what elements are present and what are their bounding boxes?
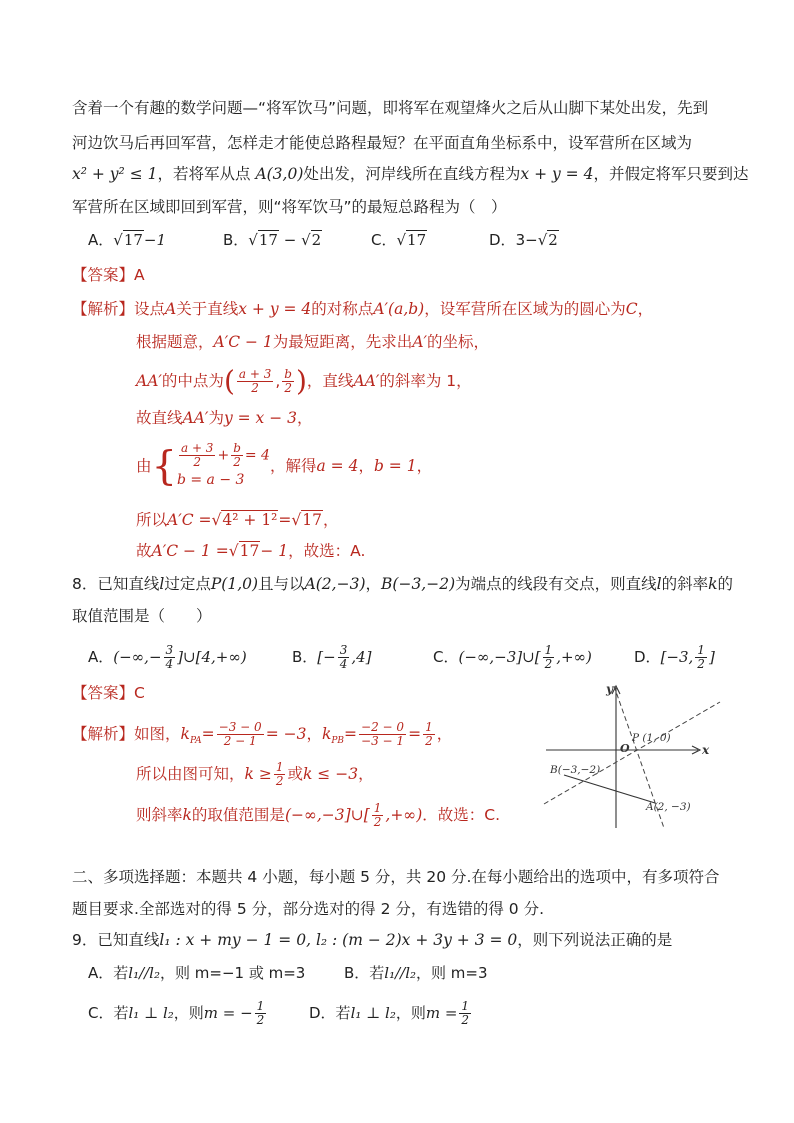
text: ， [306, 725, 322, 743]
text: ， [323, 511, 339, 529]
text: ， [358, 457, 374, 475]
segment-ab-line [564, 775, 655, 803]
fraction [231, 442, 243, 469]
radicand: 17 [302, 511, 323, 529]
text: A．若 [88, 964, 129, 982]
text: ，直线 [306, 372, 354, 390]
denominator: 2 [193, 455, 202, 469]
math: = [278, 511, 292, 529]
text: ， [637, 300, 654, 318]
text: ， [436, 725, 453, 743]
p8-analysis-line2 [136, 757, 374, 791]
math: k [321, 725, 332, 743]
math: A′C − 1 [213, 333, 273, 351]
math: (−∞,−3]∪[ [284, 806, 370, 824]
math: k [708, 575, 718, 593]
numerator: 1 [256, 999, 265, 1013]
text: ，则下列说法正确的是 [517, 931, 673, 949]
text: 且与以 [258, 575, 305, 593]
p8-answer [72, 682, 145, 704]
text: 所以由图可知， [136, 765, 245, 783]
math: k ≤ −3 [302, 765, 359, 783]
text: ， [416, 457, 433, 475]
sqrt: √2 [301, 231, 322, 249]
fraction [423, 721, 435, 748]
fraction [695, 644, 707, 671]
denominator: 2 [275, 774, 284, 788]
answer-value: A [134, 266, 145, 284]
problem8-line2: 取值范围是（ ） [72, 607, 212, 625]
answer-value: C [134, 684, 145, 702]
eq-rhs: = 4 [244, 447, 270, 464]
text: 为 [208, 409, 224, 427]
text: ，则 m=3 [416, 964, 488, 982]
math: C [625, 300, 638, 318]
denominator: 2 [284, 381, 292, 395]
numerator: a + 3 [180, 441, 214, 455]
denominator: 2 [233, 455, 241, 469]
math: l [159, 575, 165, 593]
math: ,+∞) [385, 806, 423, 824]
math: (−∞,− [113, 648, 162, 666]
p8-option-c [433, 640, 592, 674]
math: y = x − 3 [223, 409, 297, 427]
radicand: 17 [258, 231, 278, 249]
numerator: a + 3 [238, 367, 272, 381]
subscript: PB [331, 736, 345, 747]
sqrt: √17 [396, 231, 427, 249]
slope-figure [540, 680, 730, 830]
system-eq1: $\frac{a + 3}{2}$ + $\frac{b}{2}$ = 4 [180, 441, 270, 469]
option-head: 3− [515, 231, 538, 249]
point-p-label: P (1, 0) [632, 732, 671, 744]
fraction [282, 368, 294, 395]
math: A′C = [167, 511, 212, 529]
math: A(2,−3) [304, 575, 366, 593]
point-a-label: A(2, −3) [646, 801, 691, 813]
segment-ab [564, 775, 655, 803]
problem9-line1 [72, 929, 672, 951]
denominator: 4 [339, 657, 348, 671]
p9-option-d [309, 996, 473, 1030]
math: − 1 [260, 542, 289, 560]
denominator: 2 [251, 381, 259, 395]
math: l₁ ⊥ l₂ [350, 1004, 396, 1022]
paren: ) [295, 364, 307, 398]
denominator: 2 [256, 1013, 265, 1027]
sqrt: √4² + 1² [211, 511, 278, 529]
text: 设点 [134, 300, 166, 318]
fraction [459, 1000, 471, 1027]
math: B(−3,−2) [381, 575, 456, 593]
section2-line1: 二、多项选择题：本题共 4 小题，每小题 5 分，共 20 分.在每小题给出的选项中，有多项符合 [72, 868, 720, 886]
numerator: 3 [339, 643, 348, 657]
point-b-label: B(−3,−2) [550, 764, 601, 776]
math: [− [317, 648, 336, 666]
text: 为端点的线段有交点，则直线 [455, 575, 657, 593]
text: C．若 [88, 1004, 129, 1022]
option-tail: −1 [143, 231, 167, 249]
math: m = − [203, 1004, 253, 1022]
p7-analysis-line3: AA′的中点为( $\frac{a + 3}{2}$ , $\frac{b}{2}$ )，直线AA′的斜率为 1， [136, 364, 472, 398]
math: P(1,0) [210, 575, 259, 593]
point-a: A(3,0) [255, 165, 304, 183]
denominator: −3 − 1 [361, 734, 405, 748]
fraction [543, 644, 555, 671]
option-label: A． [88, 231, 114, 249]
option-label: B． [223, 231, 249, 249]
p7-option-a [88, 229, 166, 251]
math: = [201, 725, 215, 743]
p7-option-d [489, 229, 559, 251]
problem7-line1: 含着一个有趣的数学问题—“将军饮马”问题，即将军在观望烽火之后从山脚下某处出发，先到 [72, 99, 709, 117]
denominator: 2 [373, 815, 382, 829]
subscript: PA [189, 736, 202, 747]
text: 的中点为 [161, 372, 224, 390]
fraction [255, 1000, 267, 1027]
text: 的取值范围是 [191, 806, 285, 824]
option-label: C． [371, 231, 397, 249]
math: l₁ : x + my − 1 = 0, [159, 931, 311, 949]
text: ，设军营所在区域为的圆心为 [424, 300, 626, 318]
text: 或 [287, 765, 303, 783]
text: 处出发，河岸线所在直线方程为 [303, 165, 521, 183]
text: 的斜率为 1， [379, 372, 472, 390]
math: A [165, 300, 177, 318]
p7-option-b [223, 229, 322, 251]
text: 所以 [136, 511, 168, 529]
text: 的坐标， [427, 333, 490, 351]
math: A′ [412, 333, 428, 351]
text: 的斜率 [661, 575, 709, 593]
p7-analysis-line2 [136, 331, 489, 353]
numerator: −2 − 0 [361, 720, 405, 734]
math: A′(a,b) [373, 300, 425, 318]
math: ,4] [351, 648, 372, 666]
math: = −3 [265, 725, 307, 743]
option-label: D． [489, 231, 516, 249]
denominator: 2 − 1 [223, 734, 257, 748]
math: x + y = 4 [238, 300, 312, 318]
text: ， [365, 575, 382, 593]
text: 根据题意， [136, 333, 214, 351]
math: l₁//l₂ [384, 964, 417, 982]
numerator: 1 [544, 643, 553, 657]
option-label: B． [292, 648, 318, 666]
section2-line2: 题目要求.全部选对的得 5 分，部分选对的得 2 分，有选错的得 0 分. [72, 900, 545, 918]
answer-label: 【答案】 [72, 684, 135, 702]
denominator: 4 [165, 657, 174, 671]
text: ， [358, 765, 374, 783]
p9-option-b [344, 962, 488, 984]
text: 如图， [134, 725, 181, 743]
radicand: 17 [407, 231, 427, 249]
numerator: 3 [165, 643, 174, 657]
text: 的对称点 [311, 300, 374, 318]
sqrt: √17 [291, 511, 323, 529]
math: a = 4 [316, 457, 359, 475]
fraction [179, 442, 215, 469]
text: ，并假定将军只要到达 [593, 165, 749, 183]
math: l₁//l₂ [128, 964, 160, 982]
text: ， [297, 409, 313, 427]
p8-analysis-line1 [72, 717, 452, 758]
math: k [182, 806, 192, 824]
math: k [180, 725, 190, 743]
fraction [274, 761, 286, 788]
text: 由 [136, 457, 152, 475]
system-eq2: b = a − 3 [176, 472, 245, 488]
denominator: 2 [697, 657, 705, 671]
math: ] [708, 648, 715, 666]
sqrt: √17 [113, 231, 143, 249]
math: b = 1 [373, 457, 417, 475]
x-label: x [702, 743, 710, 757]
sqrt: √17 [228, 542, 260, 560]
p7-analysis-line6 [136, 509, 339, 531]
math: [−3, [660, 648, 694, 666]
text: 过定点 [164, 575, 211, 593]
numerator: 1 [373, 801, 382, 815]
text: ．故选：C. [422, 806, 501, 824]
numerator: 1 [275, 760, 284, 774]
text: ，则 [173, 1004, 204, 1022]
math: AA′ [353, 372, 380, 390]
radicand: 4² + 1² [222, 511, 278, 529]
system-brace: { [151, 443, 177, 490]
denominator: 2 [425, 734, 433, 748]
option-label: D． [634, 648, 661, 666]
text: 的 [717, 575, 734, 593]
text: ，则 m=−1 或 m=3 [160, 964, 306, 982]
problem8-line1 [72, 573, 733, 595]
analysis-label: 【解析】 [72, 300, 135, 318]
math: AA′ [182, 409, 209, 427]
fraction [217, 721, 264, 748]
origin-label: O [620, 742, 630, 755]
math: = [408, 725, 422, 743]
p8-analysis-line3 [136, 798, 500, 832]
text: 则斜率 [136, 806, 183, 824]
dashed-lines [544, 686, 720, 828]
fraction [372, 802, 384, 829]
river-equation: x + y = 4 [520, 165, 594, 183]
minus: − [278, 231, 302, 249]
paren: ( [223, 364, 235, 398]
p7-answer [72, 264, 145, 286]
analysis-label: 【解析】 [72, 725, 135, 743]
radicand: 2 [311, 231, 322, 249]
numerator: b [284, 367, 292, 381]
p9-option-c [88, 996, 268, 1030]
answer-label: 【答案】 [72, 266, 135, 284]
p7-analysis-line7 [136, 540, 365, 562]
denominator: 2 [544, 657, 553, 671]
text: 关于直线 [176, 300, 239, 318]
math: l₁ ⊥ l₂ [128, 1004, 174, 1022]
region-inequality: x² + y² ≤ 1 [72, 165, 158, 183]
equation-system [177, 442, 270, 491]
p7-analysis-line1 [72, 298, 653, 320]
text: ，则 [395, 1004, 426, 1022]
math: AA′ [136, 372, 162, 390]
math: A′C − 1 = [151, 542, 229, 560]
numerator: 1 [697, 643, 705, 657]
numerator: 1 [461, 999, 470, 1013]
y-label: y [606, 682, 613, 696]
problem7-line2: 河边饮马后再回军营，怎样走才能使总路程最短？在平面直角坐标系中，设军营所在区域为 [72, 134, 693, 152]
math: = [344, 725, 358, 743]
p7-analysis-line4 [136, 407, 313, 429]
radicand: 2 [548, 231, 558, 249]
fraction [359, 721, 406, 748]
denominator: 2 [461, 1013, 470, 1027]
sqrt: √17 [248, 231, 278, 249]
numerator: b [233, 441, 241, 455]
fraction [164, 644, 176, 671]
math: (−∞,−3]∪[ [458, 648, 541, 666]
text: 为最短距离，先求出 [272, 333, 413, 351]
p9-option-a [88, 962, 305, 984]
p7-option-c [371, 229, 427, 251]
problem7-line3 [72, 163, 748, 185]
math: ]∪[4,+∞) [177, 648, 247, 666]
text: 故 [136, 542, 152, 560]
fraction [338, 644, 350, 671]
text: 9．已知直线 [72, 931, 160, 949]
numerator: −3 − 0 [218, 720, 262, 734]
text: 故直线 [136, 409, 183, 427]
radicand: 17 [123, 231, 143, 249]
option-label: A． [88, 648, 114, 666]
math: k ≥ [244, 765, 272, 783]
p8-option-a [88, 640, 247, 674]
text: B．若 [344, 964, 385, 982]
option-label: C． [433, 648, 459, 666]
math: m = [425, 1004, 458, 1022]
p7-analysis-line5 [136, 438, 432, 494]
radicand: 17 [239, 542, 260, 560]
fraction [237, 368, 273, 395]
problem7-line4: 军营所在区域即回到军营，则“将军饮马”的最短总路程为（ ） [72, 198, 507, 216]
numerator: 1 [425, 720, 433, 734]
p8-option-d [634, 640, 715, 674]
text: 8．已知直线 [72, 575, 160, 593]
math: l [656, 575, 662, 593]
p8-option-b [292, 640, 372, 674]
text: ，解得 [269, 457, 317, 475]
sqrt: √2 [537, 231, 558, 249]
text: D．若 [309, 1004, 351, 1022]
text: ，若将军从点 [157, 165, 251, 183]
math: ,+∞) [556, 648, 592, 666]
text: ，故选：A. [288, 542, 366, 560]
math: l₂ : (m − 2)x + 3y + 3 = 0 [315, 931, 518, 949]
